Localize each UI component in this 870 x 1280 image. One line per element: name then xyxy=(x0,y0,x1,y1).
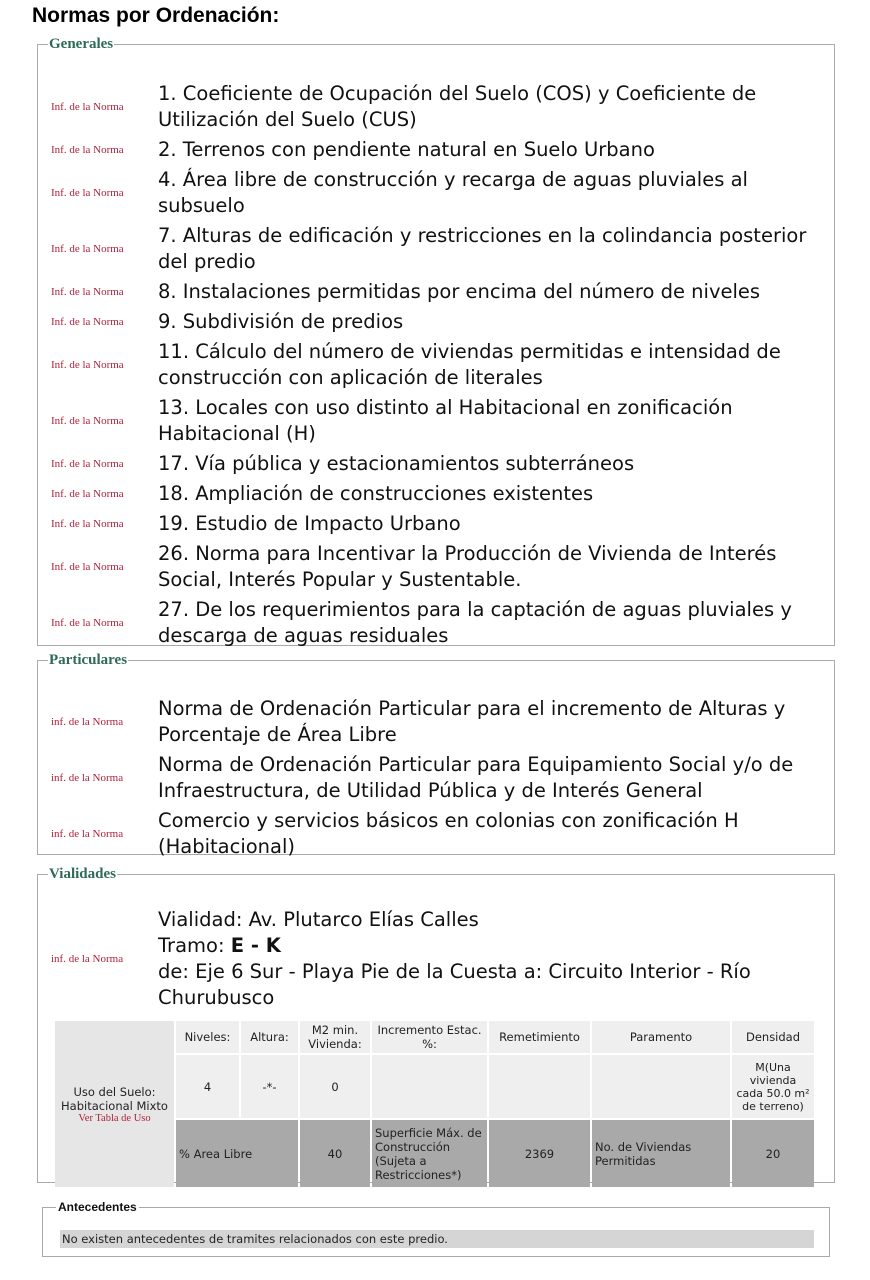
norma-row xyxy=(38,509,834,539)
norma-text: 11. Cálculo del número de viviendas permitidas e intensidad de construcción con aplicación de literales xyxy=(158,340,781,389)
header-niveles: Niveles: xyxy=(176,1021,239,1053)
vialidad-details xyxy=(158,907,834,1011)
norma-row xyxy=(38,539,834,595)
header-m2-min: M2 min. Vivienda: xyxy=(300,1021,370,1053)
norma-info-link[interactable]: inf. de la Norma xyxy=(51,716,124,728)
norma-text: 27. De los requerimientos para la captación de aguas pluviales y descarga de aguas residuales xyxy=(158,598,792,647)
norma-row xyxy=(38,79,834,135)
tramo-line xyxy=(158,933,834,959)
norma-text: 8. Instalaciones permitidas por encima del número de niveles xyxy=(158,280,761,303)
norma-row xyxy=(38,393,834,449)
norma-text: 13. Locales con uso distinto al Habitacional en zonificación Habitacional (H) xyxy=(158,396,733,445)
norma-info-link[interactable]: Inf. de la Norma xyxy=(51,286,124,298)
norma-text: 17. Vía pública y estacionamientos subterráneos xyxy=(158,452,635,475)
particulares-legend: Particulares xyxy=(49,652,128,668)
norma-info-link[interactable]: Inf. de la Norma xyxy=(51,488,124,500)
header-remetimiento: Remetimiento xyxy=(489,1021,590,1053)
tramo-label: Tramo: xyxy=(158,934,231,957)
norma-row xyxy=(38,165,834,221)
norma-info-link[interactable]: Inf. de la Norma xyxy=(51,415,124,427)
header-altura: Altura: xyxy=(241,1021,298,1053)
area-libre-label: % Area Libre xyxy=(176,1120,298,1187)
particulares-fieldset xyxy=(37,652,835,858)
vialidades-legend: Vialidades xyxy=(49,866,116,882)
norma-info-link[interactable]: Inf. de la Norma xyxy=(51,187,124,199)
norma-row xyxy=(38,135,834,165)
norma-text: 18. Ampliación de construcciones existentes xyxy=(158,482,594,505)
norma-info-link[interactable]: inf. de la Norma xyxy=(51,772,124,784)
norma-info-link[interactable]: Inf. de la Norma xyxy=(51,458,124,470)
norma-text: 1. Coeficiente de Ocupación del Suelo (COS) y Coeficiente de Utilización del Suelo (CUS) xyxy=(158,82,757,131)
uso-suelo-label: Uso del Suelo: Habitacional Mixto xyxy=(61,1084,168,1113)
norma-info-link[interactable]: Inf. de la Norma xyxy=(51,359,124,371)
norma-row xyxy=(38,479,834,509)
header-densidad: Densidad xyxy=(732,1021,814,1053)
norma-text: Norma de Ordenación Particular para Equipamiento Social y/o de Infraestructura, de Utilidad Pública y de Interés General xyxy=(158,753,794,802)
antecedentes-message: No existen antecedentes de tramites relacionados con este predio. xyxy=(60,1230,814,1248)
vialidad-row xyxy=(38,907,834,1011)
vialidad-info-link[interactable]: inf. de la Norma xyxy=(51,953,124,965)
generales-fieldset xyxy=(37,36,835,646)
norma-row xyxy=(38,750,834,806)
page-title: Normas por Ordenación: xyxy=(32,4,280,27)
value-remetimiento xyxy=(489,1055,590,1118)
norma-row xyxy=(38,307,834,337)
value-niveles: 4 xyxy=(176,1055,239,1118)
viviendas-value: 20 xyxy=(732,1120,814,1187)
antecedentes-legend: Antecedentes xyxy=(58,1200,137,1214)
generales-legend: Generales xyxy=(49,36,114,52)
norma-text: 9. Subdivisión de predios xyxy=(158,310,404,333)
norma-info-link[interactable]: inf. de la Norma xyxy=(51,828,124,840)
value-m2-min: 0 xyxy=(300,1055,370,1118)
norma-row xyxy=(38,277,834,307)
norma-text: 26. Norma para Incentivar la Producción de Vivienda de Interés Social, Interés Popular y Sustentable. xyxy=(158,542,777,591)
tramo-value: E - K xyxy=(230,934,281,957)
norma-info-link[interactable]: Inf. de la Norma xyxy=(51,617,124,629)
norma-text: 19. Estudio de Impacto Urbano xyxy=(158,512,461,535)
norma-row xyxy=(38,806,834,862)
norma-row xyxy=(38,449,834,479)
viviendas-label: No. de Viviendas Permitidas xyxy=(592,1120,730,1187)
norma-row xyxy=(38,694,834,750)
norma-info-link[interactable]: Inf. de la Norma xyxy=(51,243,124,255)
vialidad-name: Vialidad: Av. Plutarco Elías Calles xyxy=(158,908,479,931)
value-paramento xyxy=(592,1055,730,1118)
uso-suelo-table xyxy=(53,1019,816,1189)
norma-text: 7. Alturas de edificación y restricciones en la colindancia posterior del predio xyxy=(158,224,807,273)
vialidad-range: de: Eje 6 Sur - Playa Pie de la Cuesta a: Circuito Interior - Río Churubusco xyxy=(158,960,751,1009)
value-densidad: M(Una vivienda cada 50.0 m² de terreno) xyxy=(732,1055,814,1118)
area-libre-value: 40 xyxy=(300,1120,370,1187)
value-incremento xyxy=(372,1055,487,1118)
norma-info-link[interactable]: Inf. de la Norma xyxy=(51,101,124,113)
header-paramento: Paramento xyxy=(592,1021,730,1053)
norma-info-link[interactable]: Inf. de la Norma xyxy=(51,316,124,328)
antecedentes-fieldset xyxy=(42,1200,830,1257)
ver-tabla-uso-link[interactable]: Ver Tabla de Uso xyxy=(78,1112,151,1124)
norma-row xyxy=(38,595,834,651)
superficie-value: 2369 xyxy=(489,1120,590,1187)
vialidades-fieldset xyxy=(37,866,835,1183)
header-incremento: Incremento Estac. %: xyxy=(372,1021,487,1053)
norma-text: Comercio y servicios básicos en colonias con zonificación H (Habitacional) xyxy=(158,809,739,858)
uso-suelo-cell xyxy=(55,1021,174,1187)
value-altura: -*- xyxy=(241,1055,298,1118)
norma-info-link[interactable]: Inf. de la Norma xyxy=(51,518,124,530)
norma-text: 2. Terrenos con pendiente natural en Suelo Urbano xyxy=(158,138,655,161)
norma-row xyxy=(38,337,834,393)
norma-info-link[interactable]: Inf. de la Norma xyxy=(51,561,124,573)
norma-text: 4. Área libre de construcción y recarga de aguas pluviales al subsuelo xyxy=(158,168,748,217)
norma-text: Norma de Ordenación Particular para el incremento de Alturas y Porcentaje de Área Libre xyxy=(158,697,786,746)
norma-info-link[interactable]: Inf. de la Norma xyxy=(51,144,124,156)
norma-row xyxy=(38,221,834,277)
superficie-label: Superficie Máx. de Construcción (Sujeta a Restricciones*) xyxy=(372,1120,487,1187)
